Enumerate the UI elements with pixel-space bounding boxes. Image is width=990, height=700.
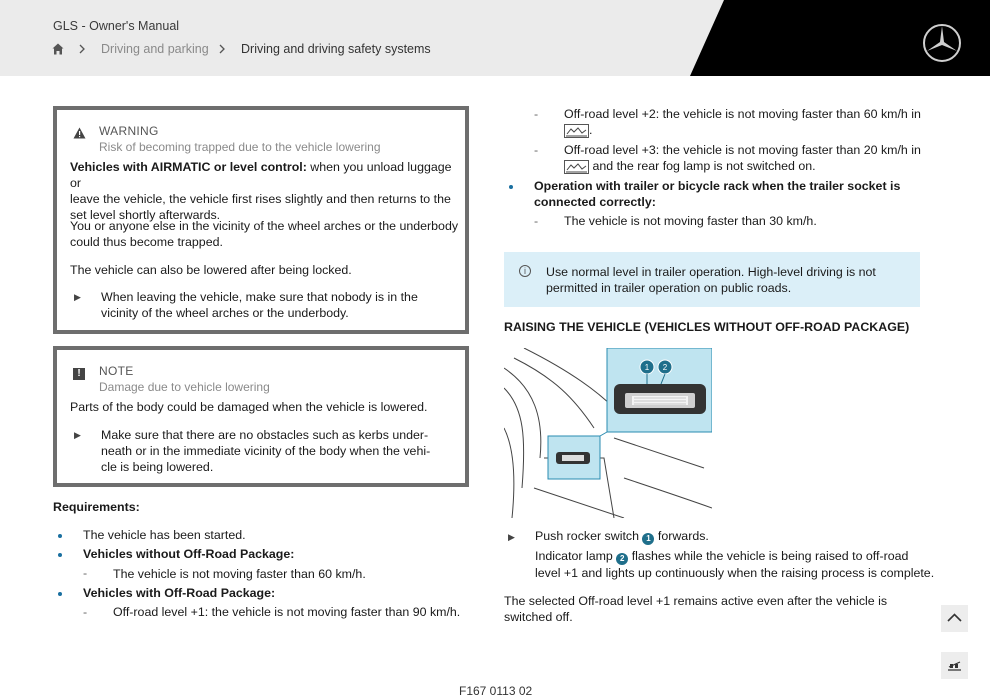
raising-final-note: The selected Off-road level +1 remains active even after the vehicle is switched off. bbox=[504, 594, 888, 624]
action-arrow-icon: ▶ bbox=[508, 532, 515, 542]
bullet bbox=[58, 553, 62, 557]
bullet bbox=[58, 592, 62, 596]
chevron-right-icon bbox=[218, 44, 226, 54]
note-title: NOTE bbox=[99, 364, 134, 378]
requirement-item-4: Operation with trailer or bicycle rack when the trailer socket is connected correctly: bbox=[534, 179, 901, 209]
bullet bbox=[509, 185, 513, 189]
section-heading: RAISING THE VEHICLE (VEHICLES WITHOUT OFF-ROAD PACKAGE) bbox=[504, 320, 910, 334]
warning-bold-lead: Vehicles with AIRMATIC or level control: bbox=[70, 160, 307, 174]
info-box bbox=[504, 252, 920, 307]
rocker-switch-illustration bbox=[504, 348, 712, 518]
info-text: Use normal level in trailer operation. High-level driving is not permitted in trailer operation on public roads. bbox=[546, 265, 876, 295]
chevron-right-icon bbox=[78, 44, 86, 54]
dash: - bbox=[83, 605, 88, 619]
page-button[interactable] bbox=[941, 652, 968, 679]
vehicle-console-drawing bbox=[504, 348, 712, 518]
callout-1-icon: 1 bbox=[642, 533, 654, 545]
callout-1-label: 1 bbox=[644, 363, 650, 372]
note-subtitle: Damage due to vehicle lowering bbox=[99, 380, 270, 394]
warning-paragraph-3: The vehicle can also be lowered after being locked. bbox=[70, 263, 352, 277]
breadcrumb-current[interactable]: Driving and driving safety systems bbox=[241, 42, 431, 56]
note-paragraph: Parts of the body could be damaged when the vehicle is lowered. bbox=[70, 400, 428, 414]
warning-subtitle: Risk of becoming trapped due to the vehicle lowering bbox=[99, 140, 381, 154]
warning-title: WARNING bbox=[99, 124, 159, 138]
requirement-item-1: The vehicle has been started. bbox=[83, 528, 246, 542]
warning-box bbox=[53, 106, 469, 334]
breadcrumb-driving-and-parking[interactable]: Driving and parking bbox=[101, 42, 209, 56]
manual-title: GLS - Owner's Manual bbox=[53, 19, 180, 33]
warning-action: When leaving the vehicle, make sure that nobody is in the vicinity of the wheel arches or the underbody. bbox=[101, 290, 418, 320]
page-number-icon bbox=[941, 652, 968, 679]
home-icon[interactable] bbox=[52, 43, 64, 55]
mercedes-star-logo bbox=[922, 23, 962, 63]
chevron-up-icon bbox=[941, 605, 968, 632]
requirement-item-2: Vehicles without Off-Road Package: bbox=[83, 547, 295, 561]
note-action: Make sure that there are no obstacles such as kerbs under- neath or in the immediate vicinity of the body when the vehi- cle is being lowered. bbox=[101, 428, 431, 474]
dash: - bbox=[534, 107, 539, 121]
action-arrow-icon: ▶ bbox=[74, 292, 81, 302]
raising-step: Push rocker switch 1 forwards. bbox=[535, 529, 709, 543]
info-icon: i bbox=[519, 265, 531, 277]
bullet bbox=[58, 534, 62, 538]
requirement-item-4-sub: The vehicle is not moving faster than 30 km/h. bbox=[564, 214, 817, 228]
raising-result: Indicator lamp 2 flashes while the vehicle is being raised to off-road level +1 and lights up continuously when the raising process is complete. bbox=[535, 549, 935, 580]
requirement-item-3-sub-2: Off-road level +2: the vehicle is not moving faster than 60 km/h in . bbox=[564, 107, 921, 137]
page-header bbox=[0, 0, 990, 76]
warning-triangle-icon bbox=[73, 127, 86, 139]
offroad-terrain-icon bbox=[564, 160, 589, 174]
note-box bbox=[53, 346, 469, 487]
requirement-item-3-sub-3: Off-road level +3: the vehicle is not moving faster than 20 km/h in and the rear fog lamp is not switched on. bbox=[564, 143, 921, 173]
requirement-item-3-sub-1: Off-road level +1: the vehicle is not moving faster than 90 km/h. bbox=[113, 605, 461, 619]
action-arrow-icon: ▶ bbox=[74, 430, 81, 440]
offroad-terrain-icon bbox=[564, 124, 589, 138]
figure-code: F167 0113 02 bbox=[459, 684, 533, 698]
note-exclamation-icon: ! bbox=[73, 368, 85, 380]
warning-paragraph-2: You or anyone else in the vicinity of the wheel arches or the underbody could thus become trapped. bbox=[70, 219, 459, 249]
callout-2-icon: 2 bbox=[616, 553, 628, 565]
dash: - bbox=[534, 143, 539, 157]
requirement-item-2-sub: The vehicle is not moving faster than 60 km/h. bbox=[113, 567, 366, 581]
warning-paragraph-1: Vehicles with AIRMATIC or level control: when you unload luggage or leave the vehicle, the vehicle first rises slightly and then returns to the set level shortly afterwards. bbox=[70, 160, 452, 222]
dash: - bbox=[83, 566, 88, 580]
dash: - bbox=[534, 214, 539, 228]
requirement-item-3: Vehicles with Off-Road Package: bbox=[83, 586, 276, 600]
scroll-to-top-button[interactable] bbox=[941, 605, 968, 632]
callout-2-label: 2 bbox=[662, 363, 668, 372]
requirements-heading: Requirements: bbox=[53, 500, 140, 514]
